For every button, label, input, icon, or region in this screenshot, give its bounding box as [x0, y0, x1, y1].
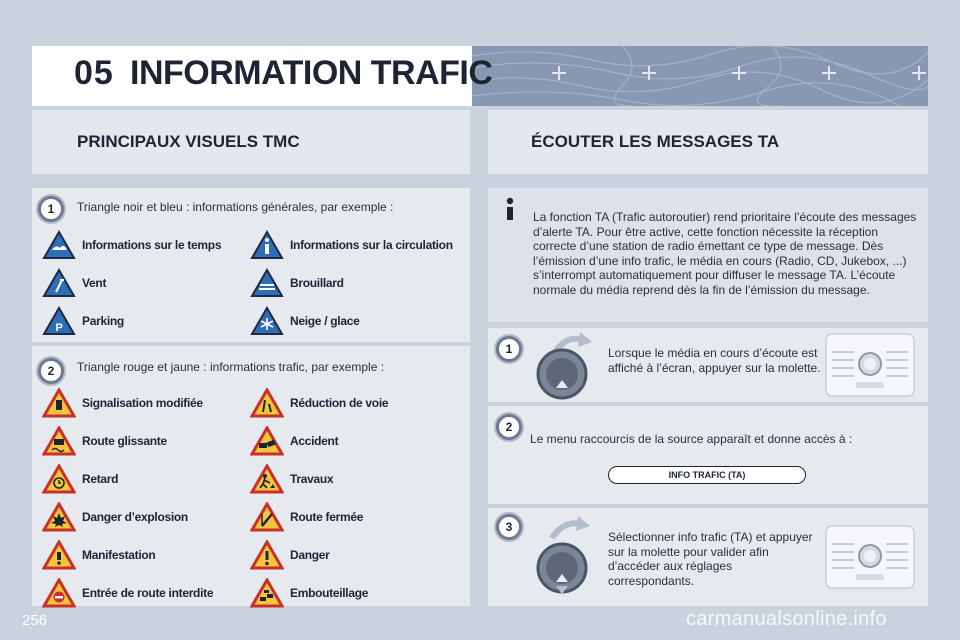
- list-item-label: Brouillard: [290, 276, 344, 290]
- radio-unit-icon: [824, 330, 916, 400]
- road-closed-sign-icon: [250, 502, 284, 532]
- radio-unit-icon: [824, 522, 916, 592]
- ta-step-2: [488, 406, 928, 504]
- right-section-title: ÉCOUTER LES MESSAGES TA: [531, 132, 780, 151]
- step-badge-3: 3: [496, 514, 522, 540]
- header-map-texture: [472, 46, 928, 106]
- parking-sign-icon: [42, 306, 76, 336]
- list-item: [250, 388, 388, 418]
- no-entry-sign-icon: [42, 578, 76, 608]
- weather-sign-icon: [42, 230, 76, 260]
- ta-step-3-text: Sélectionner info trafic (TA) et appuyer sur la molette pour valider afin d’accéder aux réglages correspondants.: [608, 530, 813, 588]
- step-badge-2: 2: [496, 414, 522, 440]
- press-knob-icon: [536, 328, 600, 402]
- slippery-road-sign-icon: [42, 426, 76, 456]
- list-item: [42, 230, 221, 260]
- left-section-title: PRINCIPAUX VISUELS TMC: [77, 132, 300, 151]
- list-item: [250, 268, 344, 298]
- roadworks-sign-icon: [250, 464, 284, 494]
- page-number: 256: [22, 612, 48, 629]
- list-item: [42, 540, 155, 570]
- list-item-label: Travaux: [290, 472, 334, 486]
- demonstration-sign-icon: [42, 540, 76, 570]
- step-badge-1: 1: [38, 196, 64, 222]
- watermark: carmanualsonline.info: [686, 608, 887, 630]
- list-item-label: Vent: [82, 276, 107, 290]
- list-item-label: Embouteillage: [290, 586, 369, 600]
- list-item: [250, 426, 338, 456]
- list-item: [250, 464, 333, 494]
- tmc-general-panel: [32, 188, 470, 342]
- list-item: [250, 540, 330, 570]
- list-item: [42, 306, 124, 336]
- traffic-intro: Triangle rouge et jaune : informations trafic, par exemple :: [77, 360, 385, 374]
- list-item: [42, 388, 203, 418]
- list-item: [42, 578, 213, 608]
- fog-sign-icon: [250, 268, 284, 298]
- ta-step-2-text: Le menu raccourcis de la source apparaît et donne accès à :: [530, 432, 853, 446]
- chapter-title: INFORMATION TRAFIC: [130, 54, 493, 92]
- rotate-press-knob-icon: [536, 514, 600, 602]
- list-item-label: Informations sur la circulation: [290, 238, 453, 252]
- ta-step-3: [488, 508, 928, 606]
- info-icon: [498, 196, 522, 222]
- traffic-info-sign-icon: [250, 230, 284, 260]
- list-item-label: Parking: [82, 314, 124, 328]
- list-item-label: Accident: [290, 434, 339, 448]
- list-item: [250, 578, 368, 608]
- list-item-label: Neige / glace: [290, 314, 360, 328]
- chapter-header: [32, 46, 928, 106]
- list-item-label: Signalisation modifiée: [82, 396, 203, 410]
- list-item-label: Entrée de route interdite: [82, 586, 214, 600]
- chapter-number: 05: [74, 54, 114, 92]
- list-item-label: Manifestation: [82, 548, 156, 562]
- list-item: [250, 230, 453, 260]
- info-trafic-menu-item[interactable]: INFO TRAFIC (TA): [608, 466, 806, 484]
- ta-step-1: [488, 328, 928, 402]
- ta-step-1-text: Lorsque le média en cours d’écoute est affiché à l’écran, appuyer sur la molette.: [608, 346, 821, 375]
- delay-sign-icon: [42, 464, 76, 494]
- svg-text:P: P: [55, 322, 63, 334]
- general-intro: Triangle noir et bleu : informations générales, par exemple :: [77, 200, 394, 214]
- list-item: [42, 502, 188, 532]
- list-item-label: Informations sur le temps: [82, 238, 222, 252]
- step-badge-1: 1: [496, 336, 522, 362]
- wind-sign-icon: [42, 268, 76, 298]
- list-item: [250, 306, 359, 336]
- modified-signage-sign-icon: [42, 388, 76, 418]
- ta-info-box: [488, 188, 928, 322]
- list-item-label: Danger: [290, 548, 330, 562]
- right-section-header: [488, 110, 928, 174]
- list-item: [250, 502, 363, 532]
- list-item-label: Route fermée: [290, 510, 364, 524]
- step-badge-2: 2: [38, 358, 64, 384]
- danger-sign-icon: [250, 540, 284, 570]
- list-item-label: Réduction de voie: [290, 396, 389, 410]
- list-item-label: Retard: [82, 472, 119, 486]
- list-item: [42, 426, 167, 456]
- left-section-header: [32, 110, 470, 174]
- ta-info-text: La fonction TA (Trafic autoroutier) rend prioritaire l’écoute des messages d’alerte TA. Pour être active, cette fonction nécessite la réception correcte d’une station de radio émettant ce type de message. Dès l’émission d’une info trafic, le média en cours (Radio, CD, Jukebox, ...) s’interrompt automatiquement pour diffuser le message TA. L’écoute normale du média reprend dès la fin de l’émission du message.: [533, 210, 917, 297]
- list-item: [42, 464, 118, 494]
- list-item-label: Route glissante: [82, 434, 167, 448]
- accident-sign-icon: [250, 426, 284, 456]
- snow-ice-sign-icon: [250, 306, 284, 336]
- lane-reduction-sign-icon: [250, 388, 284, 418]
- traffic-jam-sign-icon: [250, 578, 284, 608]
- explosion-danger-sign-icon: [42, 502, 76, 532]
- list-item: [42, 268, 106, 298]
- tmc-traffic-panel: [32, 346, 470, 606]
- list-item-label: Danger d’explosion: [82, 510, 188, 524]
